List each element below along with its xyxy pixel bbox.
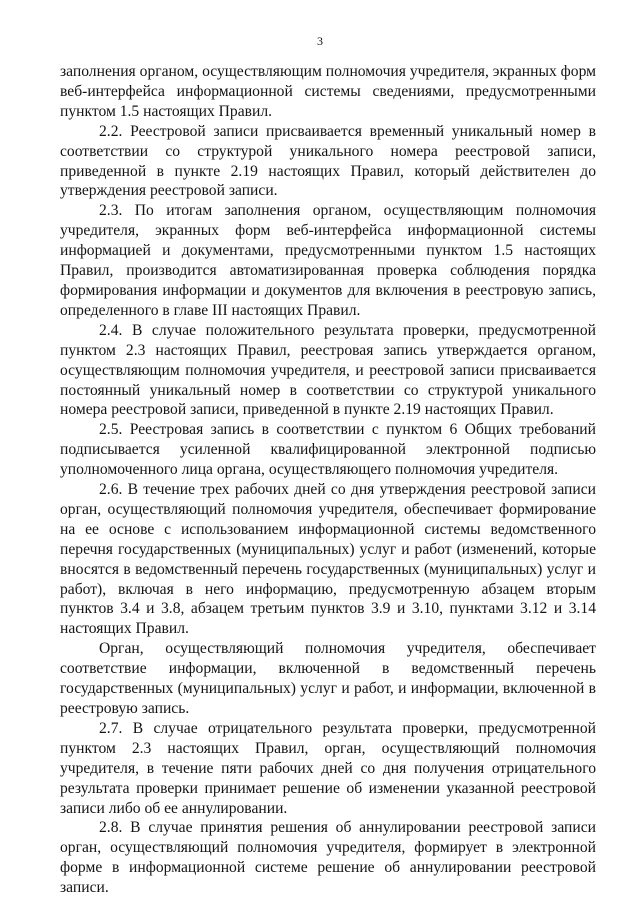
- paragraph-2-6-second: Орган, осуществляющий полномочия учредителя, обеспечивает соответствие информации, включенной в ведомственный перечень государственных (муниципальных) услуг и работ, и информации, включенной в реестровую запись.: [60, 640, 596, 717]
- page-number: 3: [317, 34, 323, 48]
- document-body: [60, 62, 596, 898]
- paragraph-2-2: 2.2. Реестровой записи присваивается временный уникальный номер в соответствии со структурой уникального номера реестровой записи, приведенной в пункте 2.19 настоящих Правил, который действителен до утверждения реестровой записи.: [60, 122, 596, 200]
- paragraph-2-6: 2.6. В течение трех рабочих дней со дня утверждения реестровой записи орган, осуществляющий полномочия учредителя, обеспечивает формирование на ее основе с использованием информационной системы ведомственного перечня государственных (муниципальных) услуг и работ (изменений, которые вносятся в ведомственный перечень государственных (муниципальных) услуг и работ), включая в него информацию, предусмотренную абзацем вторым пунктов 3.4 и 3.8, абзацем третьим пунктов 3.9 и 3.10, пунктами 3.12 и 3.14 настоящих Правил.: [60, 481, 596, 638]
- paragraph-2-5: 2.5. Реестровая запись в соответствии с пунктом 6 Общих требований подписывается усиленной квалифицированной электронной подписью уполномоченного лица органа, осуществляющего полномочия учредителя.: [60, 421, 596, 479]
- paragraph-2-4: 2.4. В случае положительного результата проверки, предусмотренной пунктом 2.3 настоящих Правил, реестровая запись утверждается органом, осуществляющим полномочия учредителя, и реестровой записи присваивается постоянный уникальный номер в соответствии со структурой уникального номера реестровой записи, приведенной в пункте 2.19 настоящих Правил.: [60, 321, 596, 419]
- paragraph-2-8: 2.8. В случае принятия решения об аннулировании реестровой записи орган, осуществляющий полномочия учредителя, формирует в электронной форме в информационной системе решение об аннулировании реестровой записи.: [60, 819, 596, 897]
- paragraph-2-3: 2.3. По итогам заполнения органом, осуществляющим полномочия учредителя, экранных форм веб-интерфейса информационной системы информацией и документами, предусмотренными пунктом 1.5 настоящих Правил, производится автоматизированная проверка соблюдения порядка формирования информации и документов для включения в реестровую запись, определенного в главе III настоящих Правил.: [60, 202, 596, 319]
- paragraph-2-7: 2.7. В случае отрицательного результата проверки, предусмотренной пунктом 2.3 настоящих Правил, орган, осуществляющий полномочия учредителя, в течение пяти рабочих дней со дня получения отрицательного результата проверки принимает решение об изменении указанной реестровой записи либо об ее аннулировании.: [60, 719, 596, 817]
- paragraph-continuation: заполнения органом, осуществляющим полномочия учредителя, экранных форм веб-интерфейса информационной системы сведениями, предусмотренными пунктом 1.5 настоящих Правил.: [60, 63, 596, 120]
